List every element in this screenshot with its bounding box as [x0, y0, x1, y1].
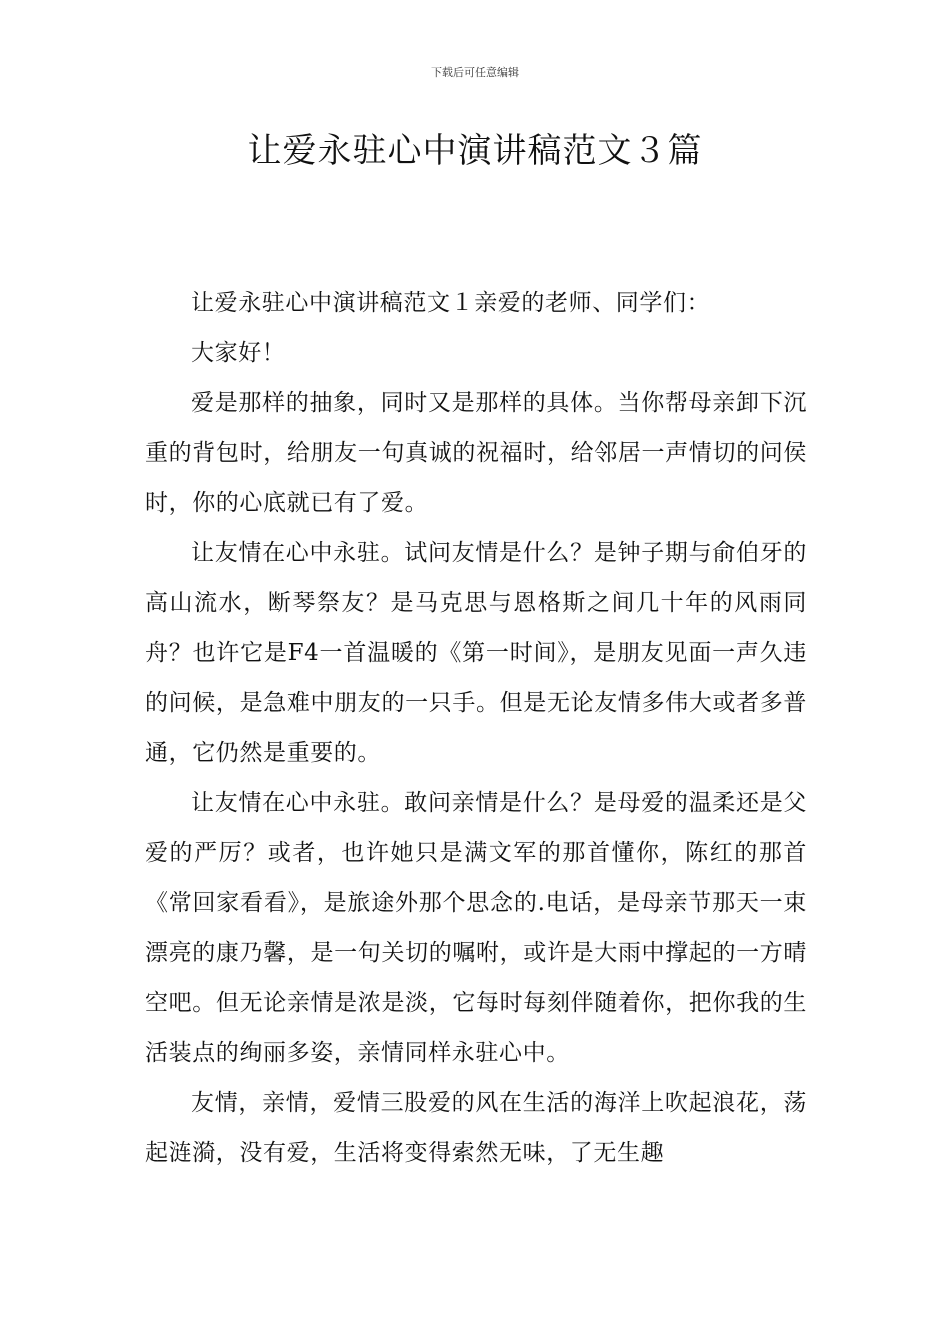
paragraph-hello: 大家好！: [191, 340, 286, 366]
paragraph-three-loves: 友情，亲情，爱情三股爱的风在生活的海洋上吹起浪花，荡起涟漪，没有爱，生活将变得索然无味，了无生趣: [145, 1090, 807, 1166]
document-title: 让爱永驻心中演讲稿范文３篇: [247, 131, 703, 171]
paragraph-love-intro: 爱是那样的抽象，同时又是那样的具体。当你帮母亲卸下沉重的背包时，给朋友一句真诚的祝福时，给邻居一声情切的问侯时，你的心底就已有了爱。: [145, 390, 807, 516]
header-note: 下载后可任意编辑: [431, 66, 519, 79]
paragraph-family-love: 让友情在心中永驻。敢问亲情是什么？是母爱的温柔还是父爱的严厉？或者，也许她只是满文军的那首懂你，陈红的那首《常回家看看》，是旅途外那个思念的.电话，是母亲节那天一束漂亮的康乃馨，是一句关切的嘱咐，或许是大雨中撑起的一方晴空吧。但无论亲情是浓是淡，它每时每刻伴随着你，把你我的生活装点的绚丽多姿，亲情同样永驻心中。: [145, 790, 807, 1066]
document-body: [145, 278, 807, 1178]
paragraph-greeting-line: 让爱永驻心中演讲稿范文１亲爱的老师、同学们：: [191, 290, 711, 316]
paragraph-friendship: 让友情在心中永驻。试问友情是什么？是钟子期与俞伯牙的高山流水，断琴祭友？是马克思与恩格斯之间几十年的风雨同舟？也许它是F4一首温暖的《第一时间》，是朋友见面一声久违的问候，是急难中朋友的一只手。但是无论友情多伟大或者多普通，它仍然是重要的。: [145, 540, 807, 766]
